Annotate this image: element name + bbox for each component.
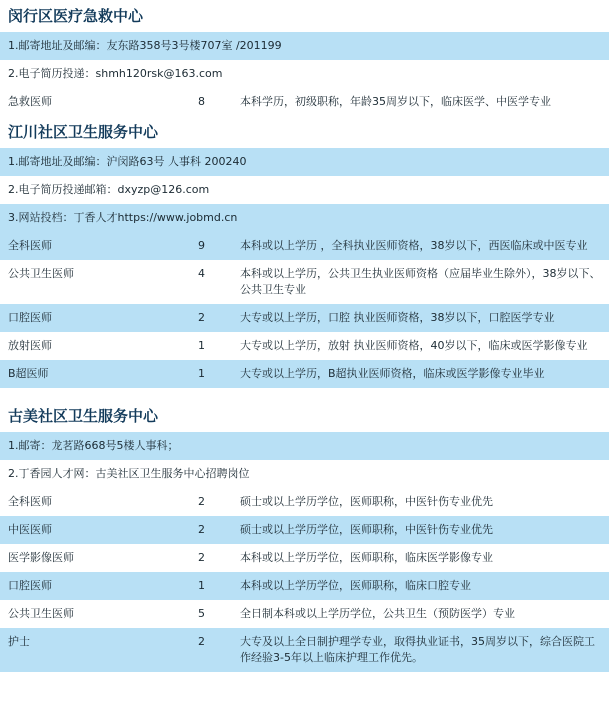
position-requirement: 大专或以上学历，B超执业医师资格，临床或医学影像专业毕业 bbox=[240, 367, 545, 380]
position-name: 公共卫生医师 bbox=[8, 267, 74, 280]
position-requirement: 硕士或以上学历学位，医师职称，中医针伤专业优先 bbox=[240, 523, 493, 536]
employer-section bbox=[0, 400, 609, 672]
position-count: 5 bbox=[198, 607, 205, 620]
position-name: 公共卫生医师 bbox=[8, 607, 74, 620]
position-requirement: 本科学历，初级职称，年龄35周岁以下，临床医学、中医学专业 bbox=[240, 95, 551, 108]
employer-section bbox=[0, 0, 609, 116]
position-name: 医学影像医师 bbox=[8, 551, 74, 564]
position-row bbox=[0, 304, 609, 332]
position-name: 全科医师 bbox=[8, 239, 52, 252]
position-requirement: 大专或以上学历，口腔 执业医师资格，38岁以下，口腔医学专业 bbox=[240, 311, 555, 324]
position-requirement: 全日制本科或以上学历学位，公共卫生（预防医学）专业 bbox=[240, 607, 515, 620]
position-row bbox=[0, 232, 609, 260]
contact-info-line: 1.邮寄地址及邮编：友东路358号3号楼707室 /201199 bbox=[0, 32, 609, 60]
position-count: 2 bbox=[198, 551, 205, 564]
position-name: 中医医师 bbox=[8, 523, 52, 536]
position-row bbox=[0, 516, 609, 544]
section-title: 古美社区卫生服务中心 bbox=[0, 400, 609, 432]
contact-info-line: 2.电子简历投递：shmh120rsk@163.com bbox=[0, 60, 609, 88]
position-row bbox=[0, 332, 609, 360]
position-requirement: 本科或以上学历学位，医师职称，临床口腔专业 bbox=[240, 579, 471, 592]
position-requirement: 本科或以上学历，公共卫生执业医师资格（应届毕业生除外），38岁以下、公共卫生专业 bbox=[240, 267, 601, 296]
employer-section bbox=[0, 116, 609, 388]
position-row bbox=[0, 488, 609, 516]
position-name: B超医师 bbox=[8, 367, 49, 380]
position-row bbox=[0, 628, 609, 672]
contact-info-line: 2.丁香园人才网：古美社区卫生服务中心招聘岗位 bbox=[0, 460, 609, 488]
position-count: 2 bbox=[198, 311, 205, 324]
position-requirement: 硕士或以上学历学位，医师职称，中医针伤专业优先 bbox=[240, 495, 493, 508]
position-count: 1 bbox=[198, 579, 205, 592]
position-count: 2 bbox=[198, 523, 205, 536]
section-title: 江川社区卫生服务中心 bbox=[0, 116, 609, 148]
position-count: 9 bbox=[198, 239, 205, 252]
position-name: 护士 bbox=[8, 635, 30, 648]
position-count: 8 bbox=[198, 95, 205, 108]
position-name: 口腔医师 bbox=[8, 579, 52, 592]
contact-info-line: 1.邮寄地址及邮编：沪闵路63号 人事科 200240 bbox=[0, 148, 609, 176]
position-name: 口腔医师 bbox=[8, 311, 52, 324]
contact-info-line: 2.电子简历投递邮箱：dxyzp@126.com bbox=[0, 176, 609, 204]
position-row bbox=[0, 360, 609, 388]
position-name: 放射医师 bbox=[8, 339, 52, 352]
contact-info-line: 1.邮寄：龙茗路668号5楼人事科； bbox=[0, 432, 609, 460]
position-name: 全科医师 bbox=[8, 495, 52, 508]
section-spacer bbox=[0, 388, 609, 400]
position-row bbox=[0, 88, 609, 116]
position-row bbox=[0, 572, 609, 600]
position-requirement: 本科或以上学历学位，医师职称，临床医学影像专业 bbox=[240, 551, 493, 564]
position-count: 1 bbox=[198, 339, 205, 352]
position-requirement: 大专及以上全日制护理学专业，取得执业证书，35周岁以下，综合医院工作经验3-5年以上临床护理工作优先。 bbox=[240, 635, 595, 664]
position-requirement: 本科或以上学历 ，全科执业医师资格，38岁以下，西医临床或中医专业 bbox=[240, 239, 588, 252]
position-requirement: 大专或以上学历，放射 执业医师资格，40岁以下，临床或医学影像专业 bbox=[240, 339, 588, 352]
position-row bbox=[0, 544, 609, 572]
position-count: 2 bbox=[198, 635, 205, 648]
position-count: 1 bbox=[198, 367, 205, 380]
contact-info-line: 3.网站投档：丁香人才https://www.jobmd.cn bbox=[0, 204, 609, 232]
section-title: 闵行区医疗急救中心 bbox=[0, 0, 609, 32]
position-name: 急救医师 bbox=[8, 95, 52, 108]
position-count: 4 bbox=[198, 267, 205, 280]
position-count: 2 bbox=[198, 495, 205, 508]
position-row bbox=[0, 600, 609, 628]
position-row bbox=[0, 260, 609, 304]
